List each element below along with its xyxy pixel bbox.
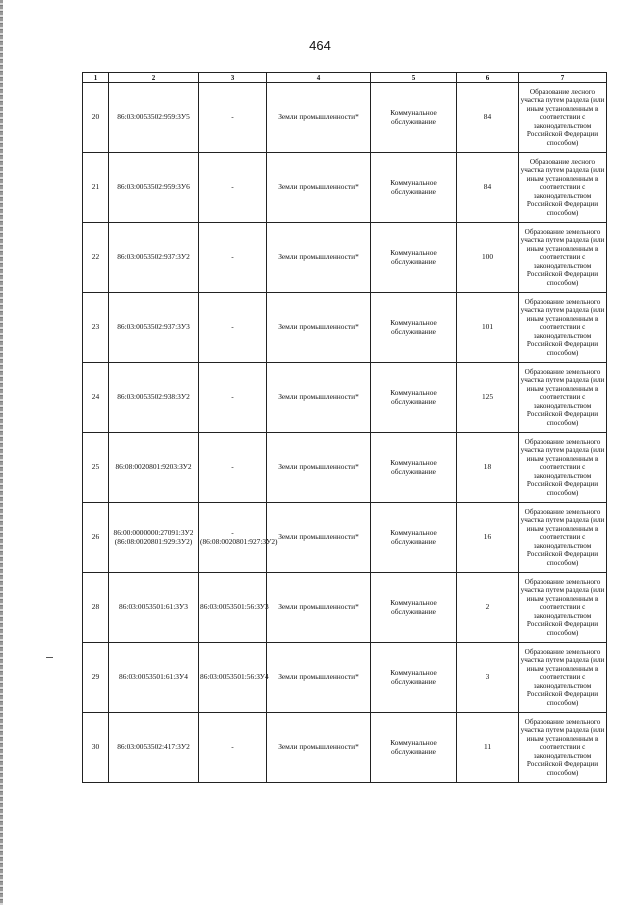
area-value: 84	[457, 83, 519, 153]
permitted-use: Коммунальное обслуживание	[371, 223, 457, 293]
land-category: Земли промышленности*	[267, 223, 371, 293]
table-row	[83, 573, 607, 643]
land-category: Земли промышленности*	[267, 573, 371, 643]
land-category: Земли промышленности*	[267, 713, 371, 783]
land-category: Земли промышленности*	[267, 363, 371, 433]
formation-method: Образование земельного участка путем раздела (или иным установленным в соответствии с законодательством Российской Федерации способом)	[519, 713, 607, 783]
col-header-1: 1	[83, 73, 109, 83]
permitted-use: Коммунальное обслуживание	[371, 503, 457, 573]
table-row	[83, 223, 607, 293]
permitted-use: Коммунальное обслуживание	[371, 713, 457, 783]
formation-method: Образование земельного участка путем раздела (или иным установленным в соответствии с законодательством Российской Федерации способом)	[519, 433, 607, 503]
cadastral-number: 86:03:0053502:938:3У2	[109, 363, 199, 433]
source-plot: -	[199, 223, 267, 293]
formation-method: Образование лесного участка путем раздела (или иным установленным в соответствии с законодательством Российской Федерации способом)	[519, 83, 607, 153]
col-header-3: 3	[199, 73, 267, 83]
area-value: 18	[457, 433, 519, 503]
row-number: 26	[83, 503, 109, 573]
formation-method: Образование земельного участка путем раздела (или иным установленным в соответствии с законодательством Российской Федерации способом)	[519, 293, 607, 363]
row-number: 28	[83, 573, 109, 643]
land-category: Земли промышленности*	[267, 83, 371, 153]
area-value: 84	[457, 153, 519, 223]
table-row	[83, 363, 607, 433]
col-header-7: 7	[519, 73, 607, 83]
permitted-use: Коммунальное обслуживание	[371, 153, 457, 223]
cadastral-number: 86:03:0053501:61:3У3	[109, 573, 199, 643]
area-value: 100	[457, 223, 519, 293]
cadastral-number: 86:03:0053501:61:3У4	[109, 643, 199, 713]
col-header-6: 6	[457, 73, 519, 83]
land-category: Земли промышленности*	[267, 433, 371, 503]
cadastral-number: 86:03:0053502:937:3У3	[109, 293, 199, 363]
formation-method: Образование земельного участка путем раздела (или иным установленным в соответствии с законодательством Российской Федерации способом)	[519, 363, 607, 433]
permitted-use: Коммунальное обслуживание	[371, 573, 457, 643]
source-plot: -	[199, 83, 267, 153]
cadastral-number: 86:00:0000000:27091:3У2 (86:08:0020801:929:3У2)	[109, 503, 199, 573]
cadastral-number: 86:03:0053502:417:3У2	[109, 713, 199, 783]
formation-method: Образование лесного участка путем раздела (или иным установленным в соответствии с законодательством Российской Федерации способом)	[519, 153, 607, 223]
scan-mark	[46, 657, 53, 658]
row-number: 22	[83, 223, 109, 293]
source-plot: 86:03:0053501:56:ЗУ4	[199, 643, 267, 713]
permitted-use: Коммунальное обслуживание	[371, 433, 457, 503]
area-value: 16	[457, 503, 519, 573]
row-number: 21	[83, 153, 109, 223]
permitted-use: Коммунальное обслуживание	[371, 83, 457, 153]
cadastral-number: 86:03:0053502:959:3У6	[109, 153, 199, 223]
land-category: Земли промышленности*	[267, 293, 371, 363]
land-category: Земли промышленности*	[267, 503, 371, 573]
source-plot: -	[199, 713, 267, 783]
formation-method: Образование земельного участка путем раздела (или иным установленным в соответствии с законодательством Российской Федерации способом)	[519, 503, 607, 573]
source-plot: -	[199, 433, 267, 503]
formation-method: Образование земельного участка путем раздела (или иным установленным в соответствии с законодательством Российской Федерации способом)	[519, 223, 607, 293]
scan-edge	[0, 0, 3, 905]
row-number: 25	[83, 433, 109, 503]
page-number: 464	[309, 38, 331, 53]
area-value: 125	[457, 363, 519, 433]
row-number: 24	[83, 363, 109, 433]
row-number: 20	[83, 83, 109, 153]
table-row	[83, 433, 607, 503]
area-value: 3	[457, 643, 519, 713]
area-value: 2	[457, 573, 519, 643]
area-value: 101	[457, 293, 519, 363]
source-plot: -	[199, 363, 267, 433]
table-row	[83, 83, 607, 153]
land-category: Земли промышленности*	[267, 153, 371, 223]
source-plot: -	[199, 153, 267, 223]
table-row	[83, 643, 607, 713]
formation-method: Образование земельного участка путем раздела (или иным установленным в соответствии с законодательством Российской Федерации способом)	[519, 643, 607, 713]
col-header-4: 4	[267, 73, 371, 83]
cadastral-number: 86:03:0053502:937:3У2	[109, 223, 199, 293]
area-value: 11	[457, 713, 519, 783]
col-header-5: 5	[371, 73, 457, 83]
permitted-use: Коммунальное обслуживание	[371, 363, 457, 433]
cadastral-number: 86:08:0020801:9203:ЗУ2	[109, 433, 199, 503]
table-row	[83, 293, 607, 363]
table-row	[83, 713, 607, 783]
source-plot: -	[199, 293, 267, 363]
table-row	[83, 153, 607, 223]
permitted-use: Коммунальное обслуживание	[371, 643, 457, 713]
col-header-2: 2	[109, 73, 199, 83]
row-number: 29	[83, 643, 109, 713]
source-plot: 86:03:0053501:56:ЗУ3	[199, 573, 267, 643]
row-number: 23	[83, 293, 109, 363]
land-category: Земли промышленности*	[267, 643, 371, 713]
cadastral-number: 86:03:0053502:959:3У5	[109, 83, 199, 153]
table-row	[83, 503, 607, 573]
permitted-use: Коммунальное обслуживание	[371, 293, 457, 363]
header-row	[83, 73, 607, 83]
land-plots-table	[82, 72, 607, 783]
source-plot: - (86:08:0020801:927:3У2)	[199, 503, 267, 573]
formation-method: Образование земельного участка путем раздела (или иным установленным в соответствии с законодательством Российской Федерации способом)	[519, 573, 607, 643]
row-number: 30	[83, 713, 109, 783]
